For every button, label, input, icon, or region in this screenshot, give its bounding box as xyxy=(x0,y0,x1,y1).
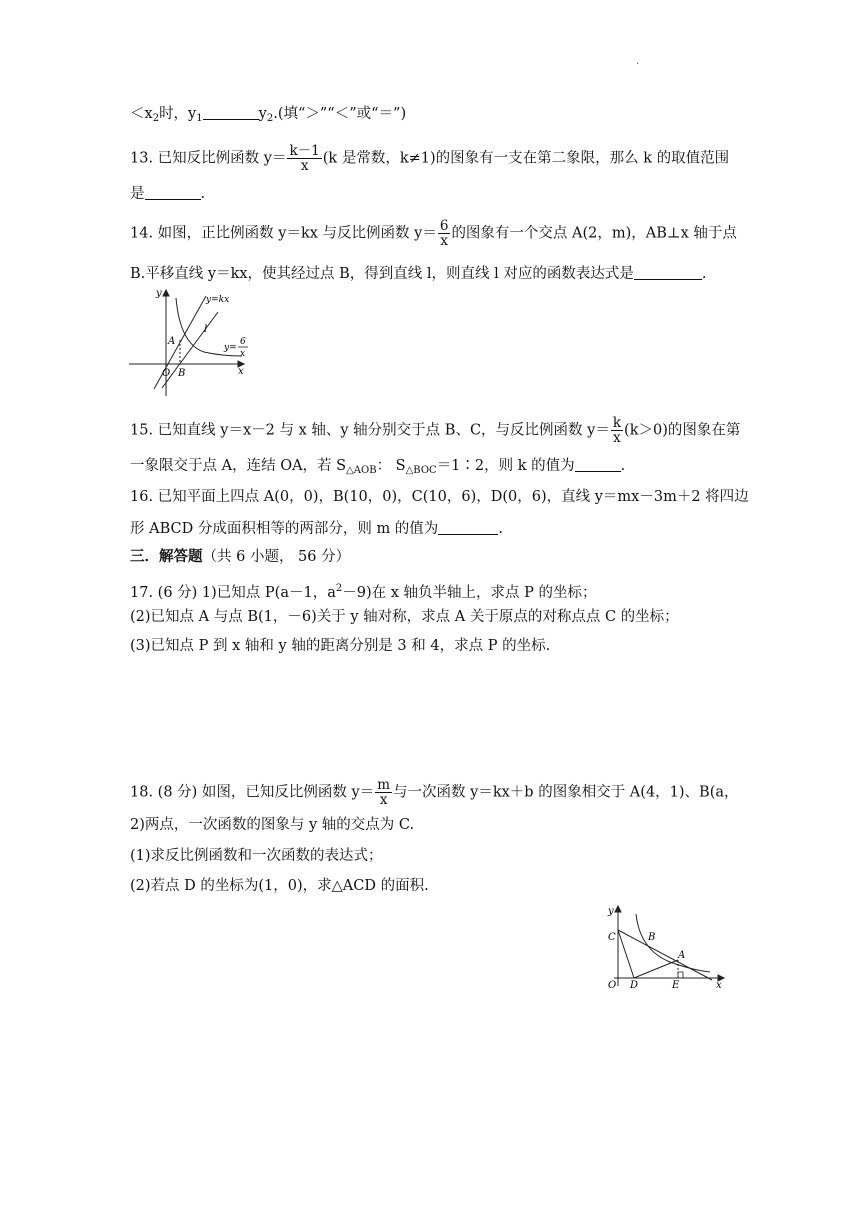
question-16: 16. 已知平面上四点 A(0，0)，B(10，0)，C(10，6)，D(0，6)，直线 y＝mx－3m＋2 将四边 xyxy=(130,489,749,505)
answer-blank xyxy=(575,457,621,472)
fig-point-a: A xyxy=(168,336,176,347)
fig-point-e: E xyxy=(672,980,680,991)
fig-point-a: A xyxy=(678,950,686,961)
answer-blank xyxy=(438,520,498,535)
fig-label-hyperbola-den: x xyxy=(240,349,246,359)
y-axis-arrow xyxy=(615,906,621,912)
question-18: 18. (8 分) 如图，已知反比例函数 y＝ $\frac{m}{x}$ 与一次函数 y＝kx＋b 的图象相交于 A(4，1)、B(a， xyxy=(130,777,739,808)
fig-x-label: x xyxy=(238,366,244,377)
section-3-heading: 三．解答题（共 6 小题， 56 分） xyxy=(130,548,351,565)
fraction: $\frac{6}{x}$ xyxy=(439,218,449,249)
fig-origin-label: O xyxy=(608,980,617,991)
question-13-line2: 是 . xyxy=(130,186,206,202)
q12-tail: $<x_2$时，$y_1$ $y_2$.(填“＞”“＜”或“＝”) xyxy=(130,106,407,124)
fig-point-c: C xyxy=(608,932,616,943)
fraction: $\frac{k}{x}$ xyxy=(612,415,622,446)
fraction: $\frac{k-1}{x}$ xyxy=(289,143,320,174)
fig-label-l: l xyxy=(204,324,208,335)
question-17: 17. (6 分) 1)已知点 P(a－1，$a^2-9$)在 x 轴负半轴上，求点 P 的坐标； xyxy=(130,583,597,601)
q14-figure xyxy=(124,284,254,400)
answer-blank xyxy=(203,105,259,120)
fig-label-hyperbola: y= xyxy=(224,343,237,353)
question-16-line2: 形 ABCD 分成面积相等的两部分，则 m 的值为 . xyxy=(130,521,503,537)
question-18-part2: (2)若点 D 的坐标为(1，0)，求△ACD 的面积. xyxy=(130,878,429,894)
question-18-line2: 2)两点，一次函数的图象与 y 轴的交点为 C. xyxy=(130,817,415,833)
question-13: 13. 已知反比例函数 y＝ $\frac{k-1}{x}$ (k 是常数，k≠1)的图象有一支在第二象限，那么 k 的取值范围 xyxy=(130,143,730,174)
question-15-line2: 一象限交于点 A，连结 OA，若 $S_{\triangle AOB}$： $S_{\triangle BOC}=1∶2$，则 k 的值为 . xyxy=(130,458,626,476)
fig-label-kx: y=kx xyxy=(206,295,230,305)
answer-blank xyxy=(634,265,702,280)
question-14-line2: B.平移直线 y＝kx，使其经过点 B，得到直线 l，则直线 l 对应的函数表达式是 . xyxy=(130,266,707,282)
fig-origin-label: O xyxy=(162,368,171,379)
q18-figure xyxy=(600,900,730,992)
question-15: 15. 已知直线 y＝x－2 与 x 轴、y 轴分别交于点 B、C，与反比例函数 y＝ $\frac{k}{x}$ (k＞0)的图象在第 xyxy=(130,415,741,446)
segment-da xyxy=(634,960,678,978)
fig-y-label: y xyxy=(608,906,614,917)
header-dot: . xyxy=(636,56,640,67)
hyperbola xyxy=(636,914,710,972)
fig-label-hyperbola-num: 6 xyxy=(240,337,246,347)
line-l xyxy=(162,312,218,388)
fraction: $\frac{m}{x}$ xyxy=(377,777,391,808)
y-axis-arrow xyxy=(163,290,169,296)
answer-blank xyxy=(145,185,201,200)
fig-point-b: B xyxy=(648,932,656,943)
fig-y-label: y xyxy=(156,288,162,299)
fig-x-label: x xyxy=(716,980,722,991)
right-angle-mark xyxy=(678,972,683,978)
question-18-part1: (1)求反比例函数和一次函数的表达式； xyxy=(130,848,383,864)
question-14: 14. 如图，正比例函数 y＝kx 与反比例函数 y＝ $\frac{6}{x}$ 的图象有一个交点 A(2，m)，AB⊥x 轴于点 xyxy=(130,218,737,249)
question-17-part2: (2)已知点 A 与点 B(1，－6)关于 y 轴对称，求点 A 关于原点的对称点点 C 的坐标； xyxy=(130,609,679,625)
fig-point-b: B xyxy=(178,368,186,379)
fig-point-d: D xyxy=(630,980,639,991)
question-17-part3: (3)已知点 P 到 x 轴和 y 轴的距离分别是 3 和 4，求点 P 的坐标. xyxy=(130,638,551,654)
